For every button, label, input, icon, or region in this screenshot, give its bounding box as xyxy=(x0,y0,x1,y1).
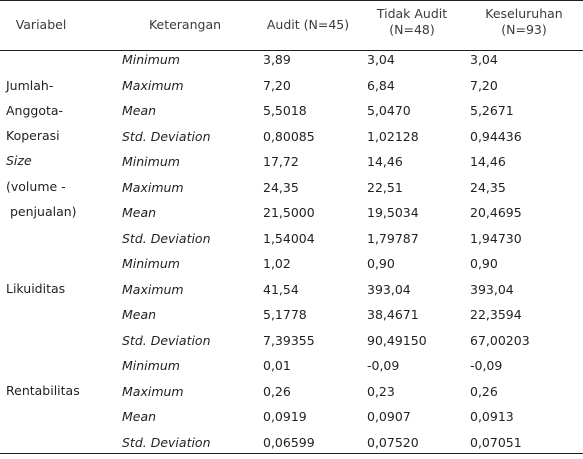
row-keterangan: Minimum xyxy=(122,52,180,67)
row-tidak-audit-value: 3,04 xyxy=(367,52,395,67)
header-audit: Audit (N=45) xyxy=(266,17,350,32)
row-keterangan: Maximum xyxy=(122,78,184,93)
header-variabel: Variabel xyxy=(15,17,67,32)
row-keseluruhan-value: 0,90 xyxy=(470,256,498,271)
row-keterangan: Std. Deviation xyxy=(122,333,211,348)
row-keseluruhan-value: 14,46 xyxy=(470,154,506,169)
top-rule xyxy=(0,0,583,1)
row-audit-value: 0,0919 xyxy=(263,409,307,424)
row-keseluruhan-value: 0,26 xyxy=(470,384,498,399)
row-keterangan: Maximum xyxy=(122,180,184,195)
header-rule xyxy=(0,50,583,51)
row-keterangan: Mean xyxy=(122,103,157,118)
row-tidak-audit-value: 0,07520 xyxy=(367,435,419,450)
row-audit-value: 5,5018 xyxy=(263,103,307,118)
row-audit-value: 21,5000 xyxy=(263,205,315,220)
row-audit-value: 3,89 xyxy=(263,52,291,67)
row-tidak-audit-value: 0,23 xyxy=(367,384,395,399)
row-tidak-audit-value: 393,04 xyxy=(367,282,411,297)
header-keseluruhan-line1: Keseluruhan xyxy=(485,6,563,21)
row-keterangan: Minimum xyxy=(122,256,180,271)
row-tidak-audit-value: 1,02128 xyxy=(367,129,419,144)
row-keseluruhan-value: 0,07051 xyxy=(470,435,522,450)
row-keseluruhan-value: 67,00203 xyxy=(470,333,530,348)
row-audit-value: 24,35 xyxy=(263,180,299,195)
header-keseluruhan-line2: (N=93) xyxy=(501,22,547,37)
row-keterangan: Mean xyxy=(122,409,157,424)
row-audit-value: 1,54004 xyxy=(263,231,315,246)
header-tidak-audit-line2: (N=48) xyxy=(389,22,435,37)
row-tidak-audit-value: 5,0470 xyxy=(367,103,411,118)
row-audit-value: 41,54 xyxy=(263,282,299,297)
row-keterangan: Minimum xyxy=(122,358,180,373)
row-audit-value: 0,26 xyxy=(263,384,291,399)
row-keterangan: Std. Deviation xyxy=(122,129,211,144)
var-jumlah-line2: Anggota- xyxy=(6,103,64,118)
row-audit-value: 7,39355 xyxy=(263,333,315,348)
header-tidak-audit-line1: Tidak Audit xyxy=(376,6,448,21)
row-keterangan: Mean xyxy=(122,307,157,322)
row-tidak-audit-value: 19,5034 xyxy=(367,205,419,220)
row-keseluruhan-value: 3,04 xyxy=(470,52,498,67)
header-keterangan: Keterangan xyxy=(148,17,222,32)
row-audit-value: 1,02 xyxy=(263,256,291,271)
var-size-line2: (volume - xyxy=(6,179,66,194)
row-keseluruhan-value: 393,04 xyxy=(470,282,514,297)
var-size-line3: penjualan) xyxy=(10,204,77,219)
row-audit-value: 0,06599 xyxy=(263,435,315,450)
row-tidak-audit-value: 22,51 xyxy=(367,180,403,195)
row-keterangan: Maximum xyxy=(122,384,184,399)
row-tidak-audit-value: 0,0907 xyxy=(367,409,411,424)
row-tidak-audit-value: 1,79787 xyxy=(367,231,419,246)
row-audit-value: 0,80085 xyxy=(263,129,315,144)
row-keterangan: Maximum xyxy=(122,282,184,297)
row-keseluruhan-value: -0,09 xyxy=(470,358,503,373)
row-audit-value: 0,01 xyxy=(263,358,291,373)
var-size-line1: Size xyxy=(6,153,32,168)
row-keseluruhan-value: 20,4695 xyxy=(470,205,522,220)
var-jumlah-line3: Koperasi xyxy=(6,128,60,143)
row-keterangan: Minimum xyxy=(122,154,180,169)
row-keseluruhan-value: 7,20 xyxy=(470,78,498,93)
row-audit-value: 17,72 xyxy=(263,154,299,169)
row-audit-value: 7,20 xyxy=(263,78,291,93)
row-tidak-audit-value: 14,46 xyxy=(367,154,403,169)
row-keseluruhan-value: 1,94730 xyxy=(470,231,522,246)
row-keseluruhan-value: 0,0913 xyxy=(470,409,514,424)
row-tidak-audit-value: 38,4671 xyxy=(367,307,419,322)
row-keterangan: Std. Deviation xyxy=(122,231,211,246)
row-audit-value: 5,1778 xyxy=(263,307,307,322)
row-tidak-audit-value: -0,09 xyxy=(367,358,400,373)
var-rentabilitas: Rentabilitas xyxy=(6,383,80,398)
row-keseluruhan-value: 0,94436 xyxy=(470,129,522,144)
row-keseluruhan-value: 22,3594 xyxy=(470,307,522,322)
row-keterangan: Std. Deviation xyxy=(122,435,211,450)
var-likuiditas: Likuiditas xyxy=(6,281,66,296)
row-keterangan: Mean xyxy=(122,205,157,220)
row-keseluruhan-value: 5,2671 xyxy=(470,103,514,118)
row-tidak-audit-value: 6,84 xyxy=(367,78,395,93)
row-keseluruhan-value: 24,35 xyxy=(470,180,506,195)
row-tidak-audit-value: 0,90 xyxy=(367,256,395,271)
var-jumlah-line1: Jumlah- xyxy=(6,78,54,93)
row-tidak-audit-value: 90,49150 xyxy=(367,333,427,348)
bottom-rule xyxy=(0,453,583,454)
